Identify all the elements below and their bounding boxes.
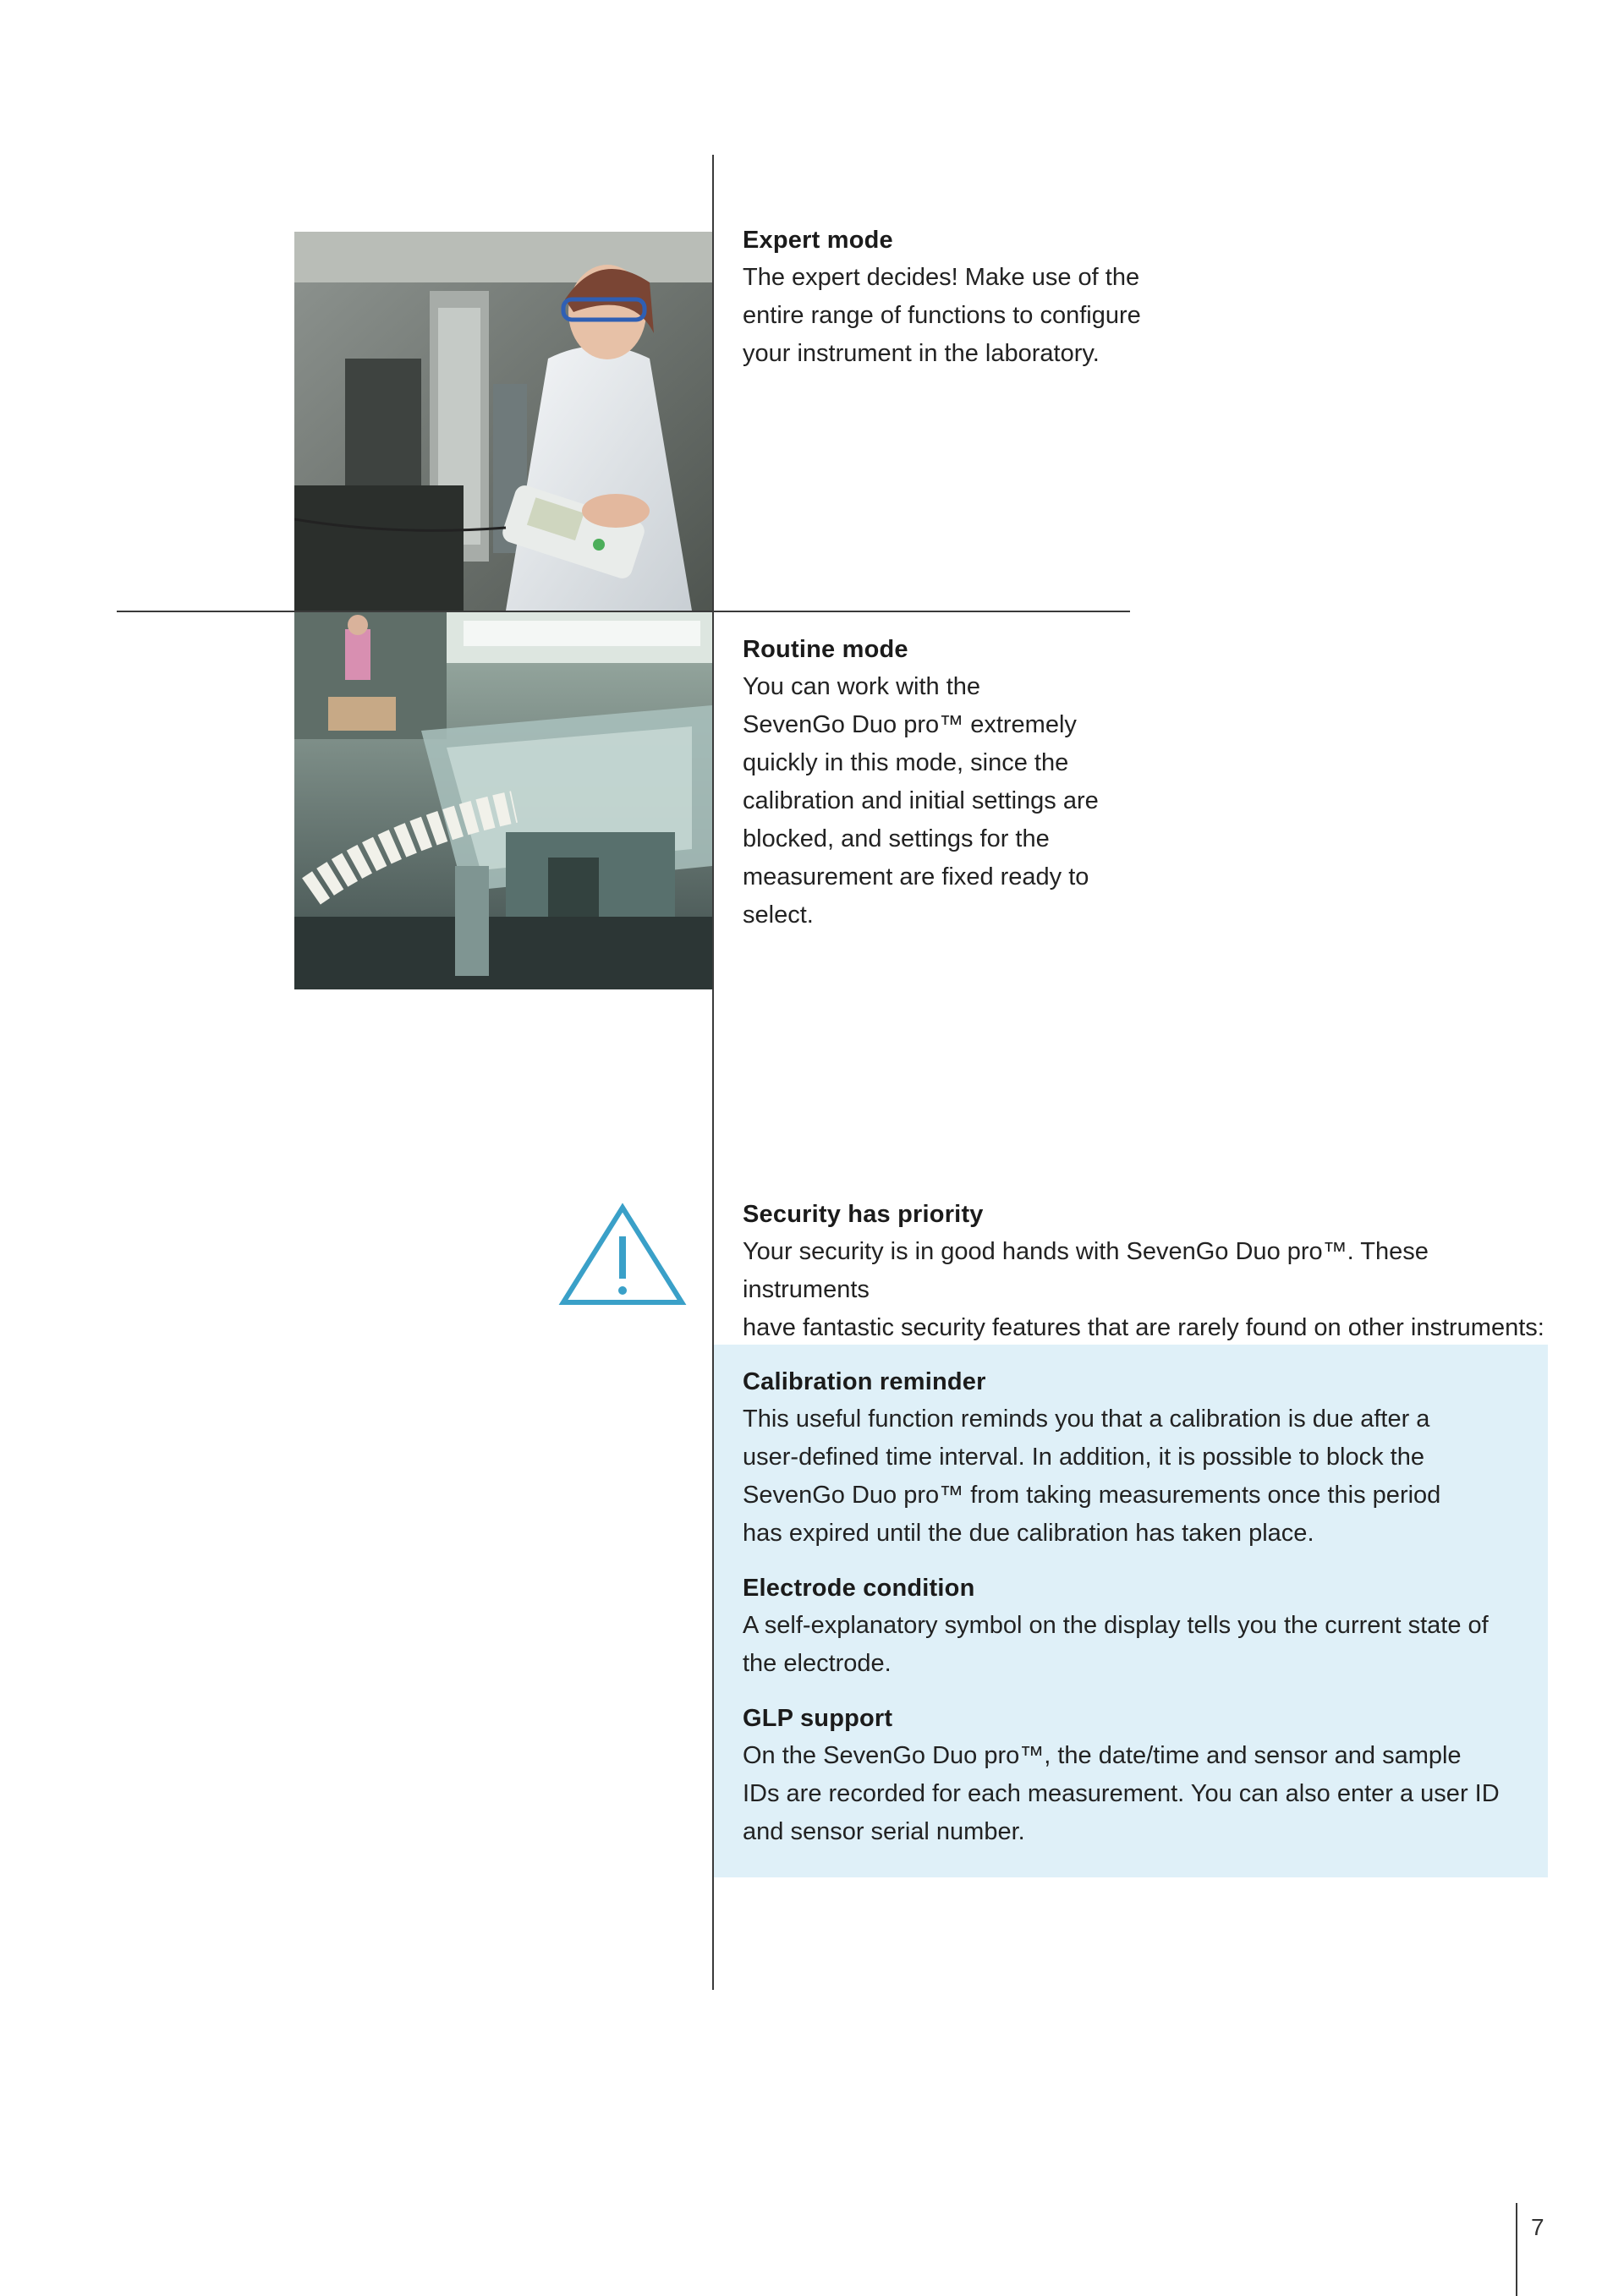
- feature-heading: Electrode condition: [743, 1575, 975, 1602]
- lab-photo: [294, 232, 712, 611]
- feature-body: On the SevenGo Duo pro™, the date/time and sensor and sample IDs are recorded for each measurement. You can also enter a user ID and sensor serial number.: [743, 1742, 1500, 1845]
- feature-heading: Calibration reminder: [743, 1368, 986, 1395]
- page-number: 7: [1531, 2214, 1544, 2240]
- calibration-reminder-item: [743, 1363, 1555, 1553]
- section-body: Your security is in good hands with SevenGo Duo pro™. These instruments have fantastic security features that are rarely found on other instruments:: [743, 1238, 1544, 1341]
- feature-body: A self-explanatory symbol on the display tells you the current state of the electrode.: [743, 1612, 1489, 1677]
- section-heading: Expert mode: [743, 227, 893, 254]
- electrode-condition-item: [743, 1570, 1555, 1683]
- expert-mode-section: [743, 222, 1555, 373]
- feature-body: This useful function reminds you that a calibration is due after a user-defined time interval. In addition, it is possible to block the SevenGo Duo pro™ from taking measurements once this period has expired until the due calibration has taken place.: [743, 1406, 1441, 1547]
- glp-support-item: [743, 1700, 1555, 1851]
- production-line-photo: [294, 612, 712, 989]
- section-heading: Security has priority: [743, 1201, 984, 1228]
- routine-mode-section: [743, 631, 1555, 934]
- warning-triangle-icon: [558, 1203, 687, 1307]
- section-heading: Routine mode: [743, 636, 908, 663]
- section-body: You can work with the SevenGo Duo pro™ extremely quickly in this mode, since the calibration and initial settings are blocked, and settings for the measurement are fixed ready to select.: [743, 673, 1099, 929]
- security-section: [743, 1196, 1555, 1347]
- feature-heading: GLP support: [743, 1705, 893, 1732]
- page-number-rule: [1516, 2203, 1517, 2296]
- section-body: The expert decides! Make use of the entire range of functions to configure your instrument in the laboratory.: [743, 264, 1141, 367]
